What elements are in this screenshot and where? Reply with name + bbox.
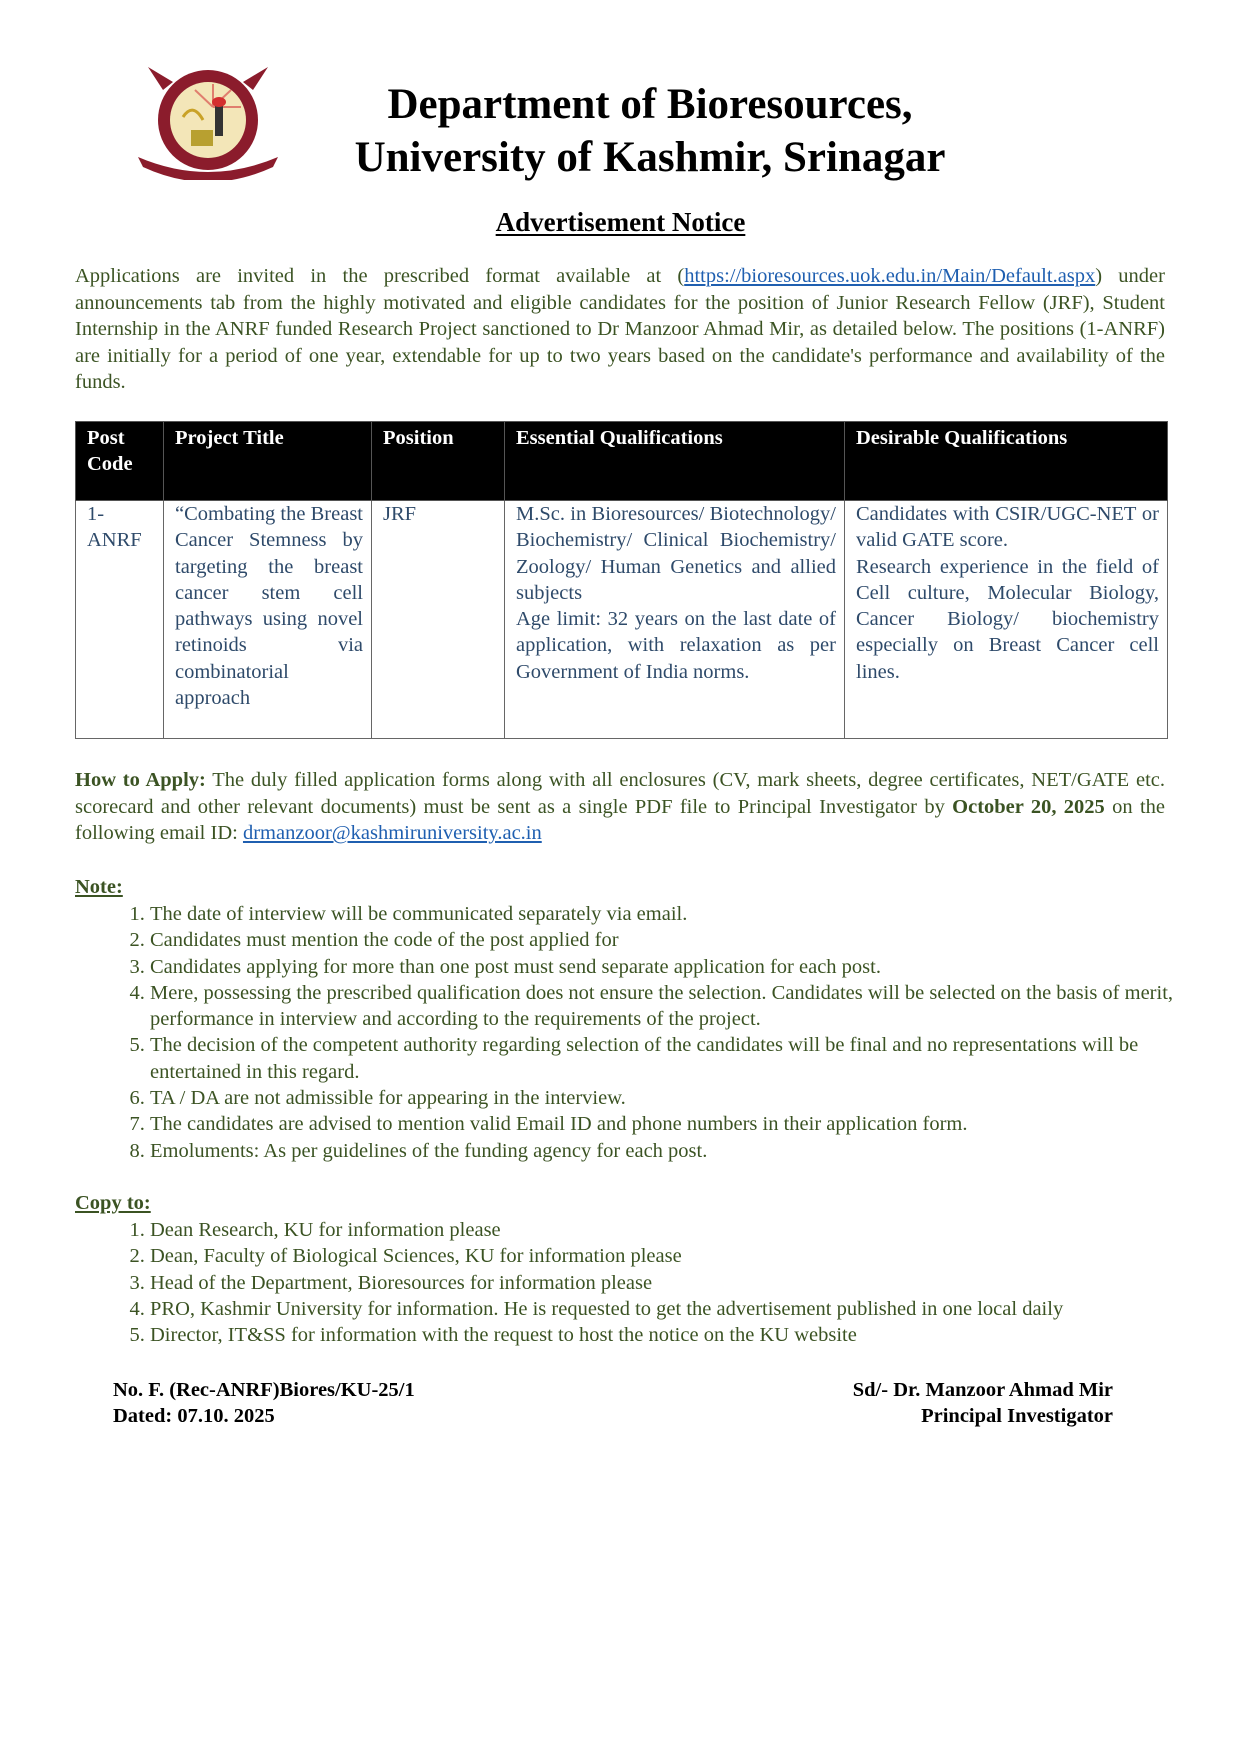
note-item: 7. The candidates are advised to mention valid Email ID and phone numbers in their application form. bbox=[150, 1111, 1210, 1137]
desirable-research-experience: Research experience in the field of Cell culture, Molecular Biology, Cancer Biology/ biochemistry especially on Breast Cancer cell lines. bbox=[856, 555, 1159, 683]
signatory-designation: Principal Investigator bbox=[921, 1405, 1113, 1427]
col-header-essential-qualifications: Essential Qualifications bbox=[505, 422, 845, 501]
website-link[interactable]: https://bioresources.uok.edu.in/Main/Default.aspx bbox=[684, 265, 1096, 287]
col-header-position: Position bbox=[372, 422, 505, 501]
intro-paragraph bbox=[75, 263, 1165, 396]
note-item: 6. TA / DA are not admissible for appearing in the interview. bbox=[150, 1085, 1210, 1111]
how-to-apply-paragraph bbox=[75, 767, 1165, 847]
title-line-1: Department of Bioresources, bbox=[387, 81, 913, 128]
intro-text-end: ) under announcements tab from the highly motivated and eligible candidates for the position of Junior Research Fellow (JRF), Student Internship in the ANRF funded Research Project sanctioned to Dr Manzoor Ahmad Mir, as detailed below. The positions (1-ANRF) are initially for a period of one year, extendable for up to two years based on the candidate's performance and availability of the funds. bbox=[75, 265, 1165, 393]
note-item: 8. Emoluments: As per guidelines of the funding agency for each post. bbox=[150, 1138, 1210, 1164]
email-link[interactable]: drmanzoor@kashmiruniversity.ac.in bbox=[242, 822, 542, 844]
notes-list bbox=[105, 901, 1210, 1164]
essential-degree: M.Sc. in Bioresources/ Biotechnology/ Biochemistry/ Clinical Biochemistry/ Zoology/ Human Genetics and allied subjects bbox=[516, 503, 836, 604]
title-line-2: University of Kashmir, Srinagar bbox=[354, 134, 946, 181]
table-row bbox=[76, 501, 1168, 739]
note-heading: Note: bbox=[75, 876, 123, 898]
cell-project-title: “Combating the Breast Cancer Stemness by targeting the breast cancer stem cell pathways using novel retinoids via combinatorial approach bbox=[164, 501, 372, 739]
university-emblem-icon bbox=[133, 62, 283, 180]
dated: Dated: 07.10. 2025 bbox=[113, 1405, 275, 1427]
notice-title-text: Advertisement Notice bbox=[495, 207, 746, 237]
col-header-post-code: Post Code bbox=[76, 422, 164, 501]
note-item: 2. Candidates must mention the code of the post applied for bbox=[150, 927, 1210, 953]
cell-position: JRF bbox=[372, 501, 505, 739]
notice-title bbox=[0, 207, 1241, 238]
cell-essential-qualifications bbox=[505, 501, 845, 739]
col-header-desirable-qualifications: Desirable Qualifications bbox=[845, 422, 1168, 501]
how-to-apply-label: How to Apply: bbox=[75, 769, 206, 791]
intro-text-start: Applications are invited in the prescribed format available at ( bbox=[75, 265, 685, 287]
reference-block bbox=[113, 1377, 415, 1429]
copy-to-item: 2. Dean, Faculty of Biological Sciences, KU for information please bbox=[150, 1243, 1210, 1269]
note-item: 4. Mere, possessing the prescribed qualification does not ensure the selection. Candidates will be selected on the basis of merit, performance in interview and according to the requirements of the project. bbox=[150, 980, 1210, 1033]
application-deadline: October 20, 2025 bbox=[952, 795, 1105, 818]
signature-block bbox=[853, 1377, 1113, 1429]
how-to-apply-text-after: on the following email ID: bbox=[75, 795, 1165, 844]
signatory-name: Sd/- Dr. Manzoor Ahmad Mir bbox=[852, 1379, 1113, 1401]
essential-age-limit: Age limit: 32 years on the last date of application, with relaxation as per Government of India norms. bbox=[516, 608, 836, 683]
copy-to-heading: Copy to: bbox=[75, 1192, 151, 1214]
copy-to-item: 3. Head of the Department, Bioresources for information please bbox=[150, 1270, 1210, 1296]
copy-to-list bbox=[105, 1217, 1210, 1348]
note-item: 1. The date of interview will be communicated separately via email. bbox=[150, 901, 1210, 927]
col-header-project-title: Project Title bbox=[164, 422, 372, 501]
copy-to-item: 5. Director, IT&SS for information with the request to host the notice on the KU website bbox=[150, 1322, 1210, 1348]
cell-desirable-qualifications bbox=[845, 501, 1168, 739]
department-title bbox=[290, 78, 1010, 184]
cell-post-code: 1-ANRF bbox=[76, 501, 164, 739]
note-item: 5. The decision of the competent authority regarding selection of the candidates will be final and no representations will be entertained in this regard. bbox=[150, 1032, 1210, 1085]
table-header-row bbox=[76, 422, 1168, 501]
how-to-apply-text: The duly filled application forms along with all enclosures (CV, mark sheets, degree certificates, NET/GATE etc. scorecard and other relevant documents) must be sent as a single PDF file to Principal Investigator by bbox=[75, 769, 1165, 818]
note-item: 3. Candidates applying for more than one post must send separate application for each post. bbox=[150, 954, 1210, 980]
copy-to-item: 4. PRO, Kashmir University for information. He is requested to get the advertisement published in one local daily bbox=[150, 1296, 1210, 1322]
positions-table bbox=[75, 421, 1168, 739]
reference-number: No. F. (Rec-ANRF)Biores/KU-25/1 bbox=[113, 1379, 415, 1401]
copy-to-item: 1. Dean Research, KU for information please bbox=[150, 1217, 1210, 1243]
desirable-net-gate: Candidates with CSIR/UGC-NET or valid GATE score. bbox=[856, 503, 1159, 552]
